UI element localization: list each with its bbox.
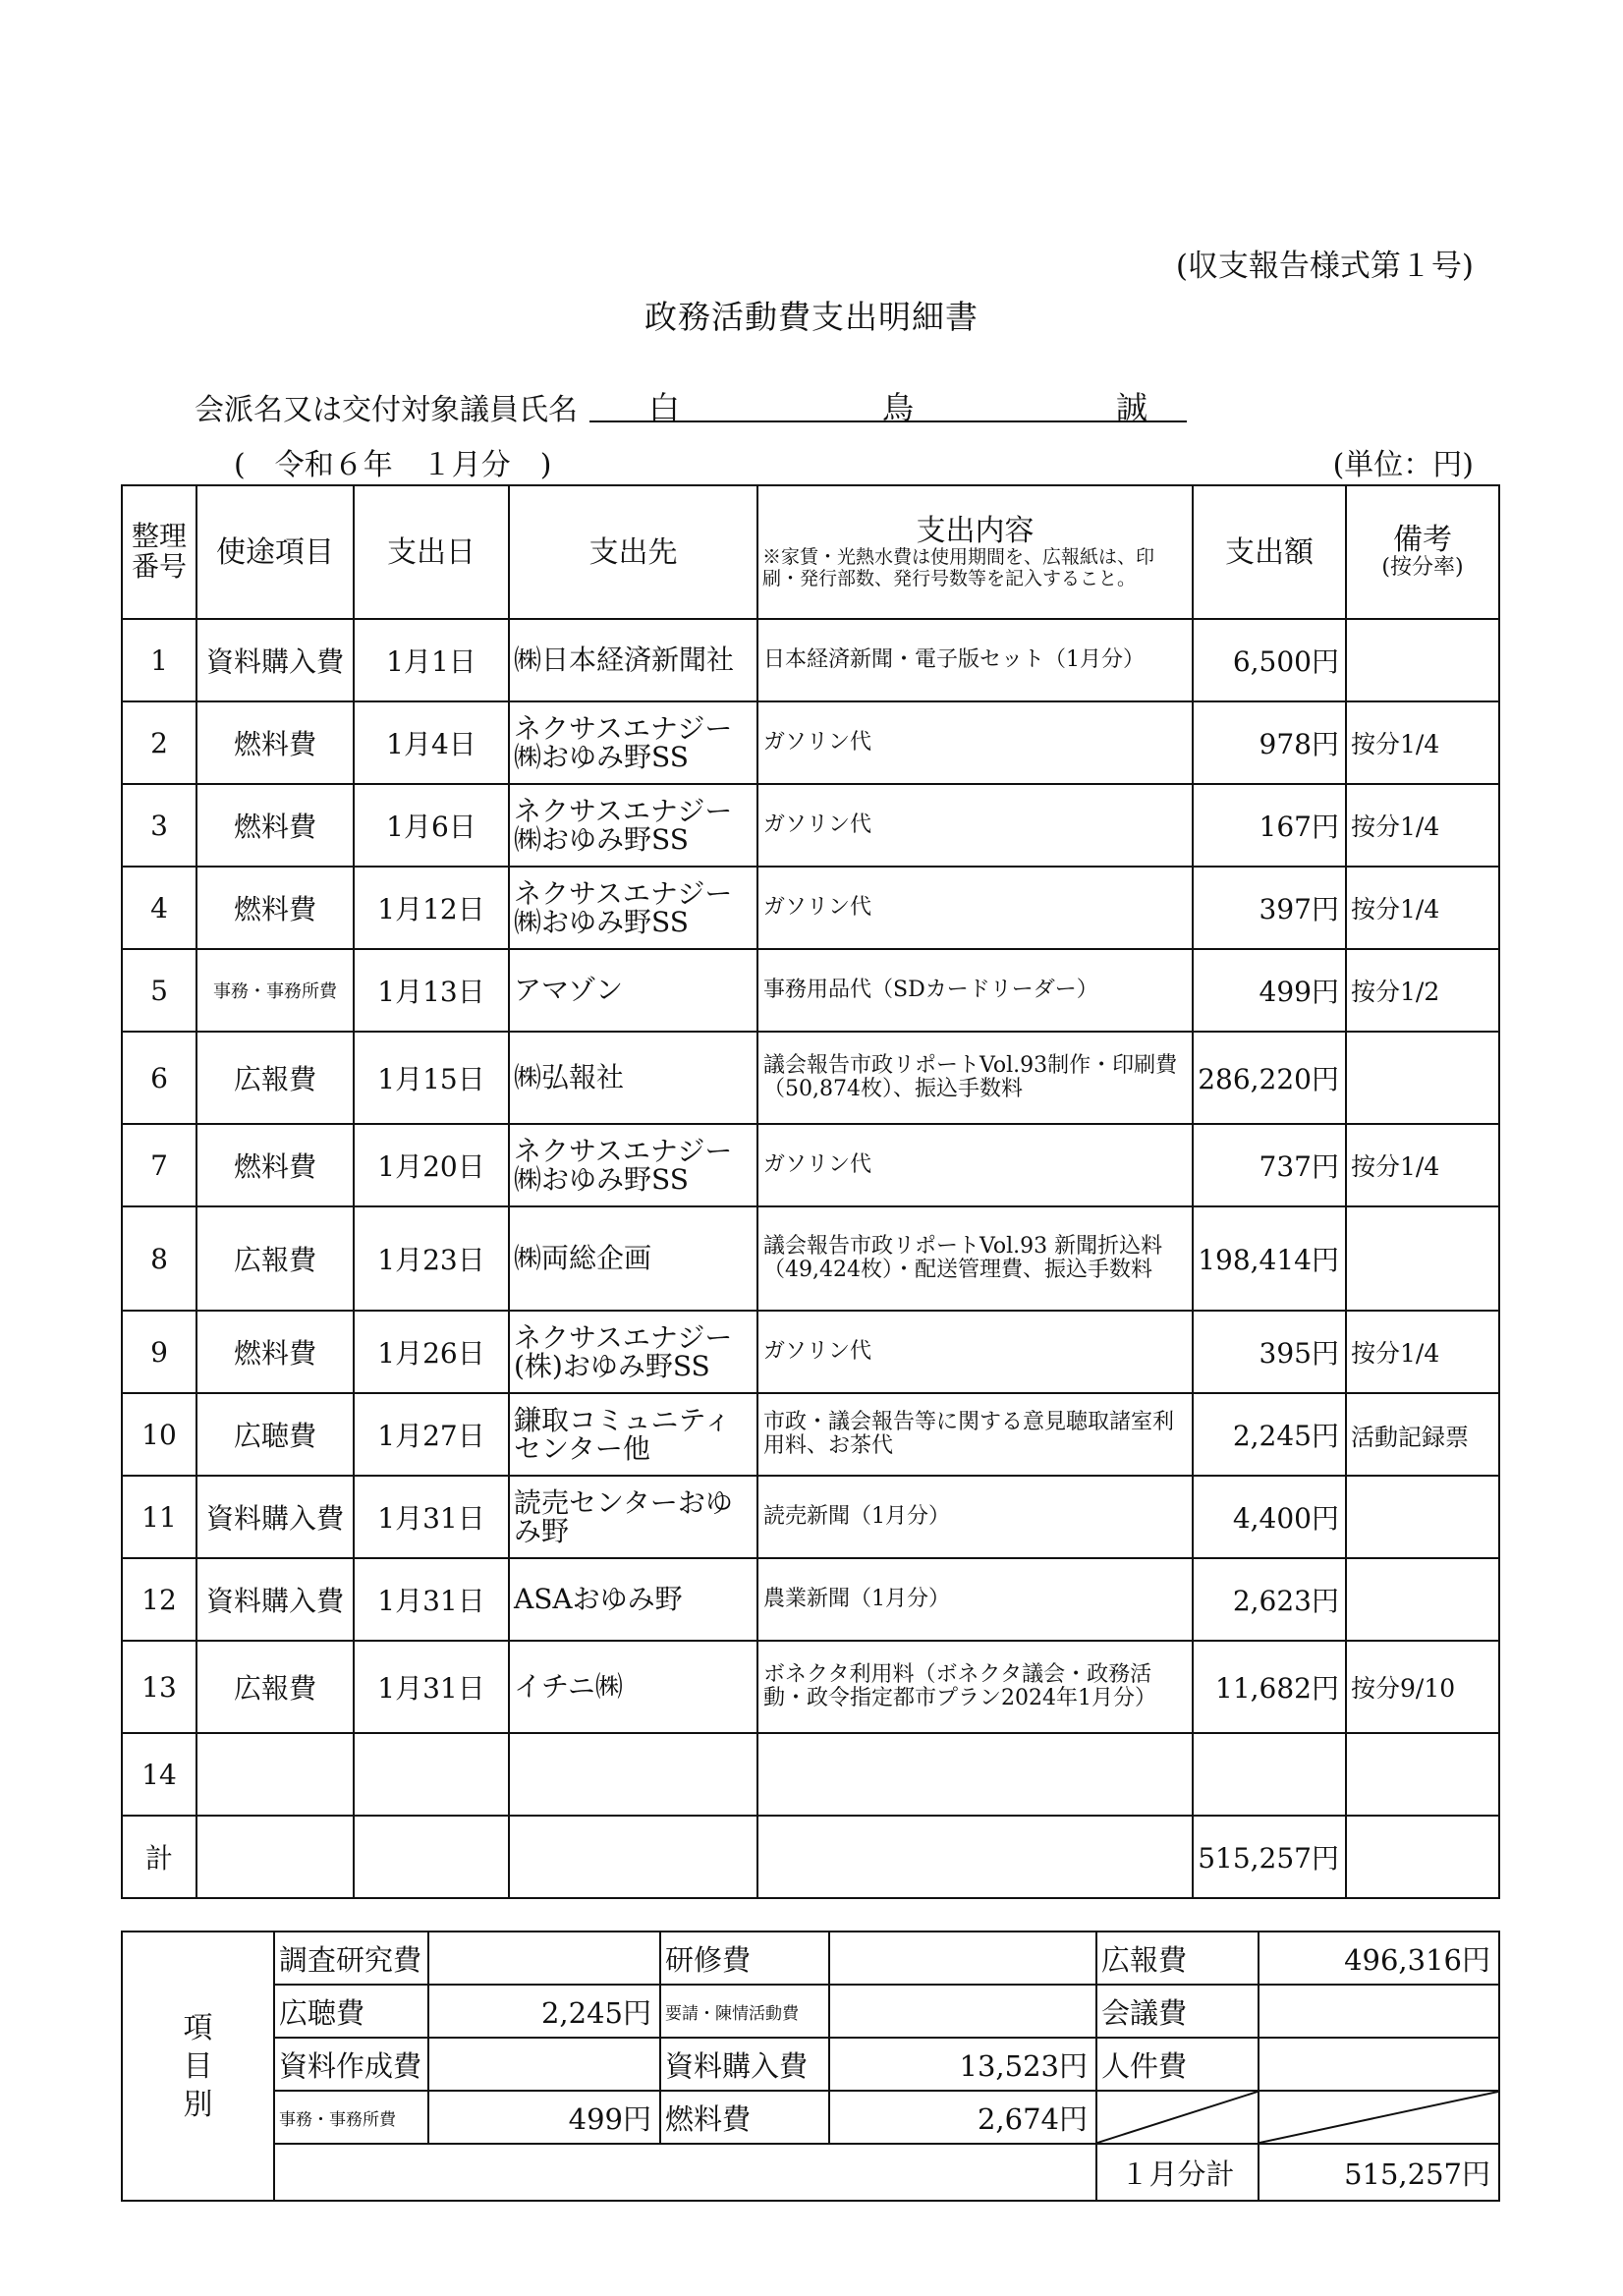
cell-date: 1月31日 [354, 1641, 509, 1733]
table-row [122, 1733, 1499, 1816]
diagonal-line [1259, 2092, 1498, 2143]
summary-pr-value: 496,316円 [1259, 1932, 1499, 1985]
cell-amount: 397円 [1193, 867, 1346, 949]
header-content-title: 支出内容 [916, 513, 1035, 548]
summary-training-label: 研修費 [660, 1932, 829, 1985]
cell-date: 1月31日 [354, 1476, 509, 1558]
summary-material-value [428, 2038, 660, 2091]
cell-date: 1月15日 [354, 1032, 509, 1124]
cell-payee: ASAおゆみ野 [509, 1558, 757, 1641]
cell-payee: ネクサスエナジー㈱おゆみ野SS [509, 784, 757, 867]
cell-content [757, 1733, 1193, 1816]
side-char: 別 [183, 2087, 213, 2122]
member-label: 会派名又は交付対象議員氏名 [195, 393, 578, 427]
member-name-part: 白 [648, 389, 681, 426]
member-name-underline [589, 420, 1187, 422]
cell-date: 1月23日 [354, 1206, 509, 1311]
summary-hearing-label: 広聴費 [274, 1985, 428, 2038]
summary-pr-label: 広報費 [1096, 1932, 1259, 1985]
cell-date: 1月12日 [354, 867, 509, 949]
cell-category: 燃料費 [196, 701, 354, 784]
table-row [122, 949, 1499, 1032]
cell-payee: ㈱両総企画 [509, 1206, 757, 1311]
member-name-part: 鳥 [881, 389, 914, 426]
table-row [122, 1476, 1499, 1558]
cell-amount: 4,400円 [1193, 1476, 1346, 1558]
header-content-note: ※家賃・光熱水費は使用期間を、広報紙は、印刷・発行部数、発行号数等を記入すること。 [762, 545, 1155, 589]
total-empty-cell [196, 1816, 354, 1898]
cell-no: 12 [122, 1558, 196, 1641]
cell-content: 議会報告市政リポートVol.93制作・印刷費（50,874枚）、振込手数料 [757, 1032, 1193, 1124]
cell-category: 事務・事務所費 [196, 949, 354, 1032]
cell-remarks [1346, 619, 1499, 701]
cell-amount: 737円 [1193, 1124, 1346, 1206]
cell-category: 燃料費 [196, 867, 354, 949]
cell-category: 資料購入費 [196, 619, 354, 701]
summary-blank-slash [1259, 2091, 1499, 2144]
header-date: 支出日 [354, 485, 509, 619]
summary-personnel-label: 人件費 [1096, 2038, 1259, 2091]
summary-petition-value [829, 1985, 1096, 2038]
cell-content: ガソリン代 [757, 784, 1193, 867]
cell-category: 燃料費 [196, 784, 354, 867]
cell-remarks [1346, 1733, 1499, 1816]
summary-material-label: 資料作成費 [274, 2038, 428, 2091]
summary-row [122, 2144, 1499, 2201]
period: ( 令和６年 １月分 ) [234, 448, 552, 482]
total-amount: 515,257円 [1193, 1816, 1346, 1898]
cell-category: 燃料費 [196, 1311, 354, 1393]
cell-content: 議会報告市政リポートVol.93 新聞折込料（49,424枚）・配送管理費、振込手数料 [757, 1206, 1193, 1311]
cell-content: ガソリン代 [757, 1311, 1193, 1393]
cell-date: 1月26日 [354, 1311, 509, 1393]
cell-payee: イチニ㈱ [509, 1641, 757, 1733]
cell-amount: 978円 [1193, 701, 1346, 784]
table-row [122, 701, 1499, 784]
summary-meeting-label: 会議費 [1096, 1985, 1259, 2038]
cell-remarks: 按分1/4 [1346, 701, 1499, 784]
summary-training-value [829, 1932, 1096, 1985]
header-no: 整理番号 [122, 485, 196, 619]
summary-side-label [122, 1932, 274, 2201]
category-summary-table [121, 1931, 1500, 2202]
cell-no: 7 [122, 1124, 196, 1206]
summary-month-total-value: 515,257円 [1259, 2144, 1499, 2201]
cell-category [196, 1733, 354, 1816]
cell-amount: 2,245円 [1193, 1393, 1346, 1476]
table-row [122, 1393, 1499, 1476]
header-remarks-title: 備考 [1393, 523, 1452, 558]
cell-remarks: 按分9/10 [1346, 1641, 1499, 1733]
cell-payee: ㈱日本経済新聞社 [509, 619, 757, 701]
cell-date: 1月1日 [354, 619, 509, 701]
cell-date [354, 1733, 509, 1816]
cell-remarks: 按分1/4 [1346, 867, 1499, 949]
cell-no: 6 [122, 1032, 196, 1124]
cell-remarks: 按分1/4 [1346, 1311, 1499, 1393]
cell-payee: ネクサスエナジー㈱おゆみ野SS [509, 701, 757, 784]
cell-no: 4 [122, 867, 196, 949]
header-category: 使途項目 [196, 485, 354, 619]
table-row [122, 619, 1499, 701]
cell-content: ガソリン代 [757, 701, 1193, 784]
summary-office-value: 499円 [428, 2091, 660, 2144]
total-empty-cell [757, 1816, 1193, 1898]
summary-fuel-label: 燃料費 [660, 2091, 829, 2144]
cell-category: 資料購入費 [196, 1476, 354, 1558]
summary-blank-slash [1096, 2091, 1259, 2144]
expense-table [121, 484, 1500, 1899]
cell-date: 1月20日 [354, 1124, 509, 1206]
total-row [122, 1816, 1499, 1898]
cell-payee: ネクサスエナジー㈱おゆみ野SS [509, 1124, 757, 1206]
total-empty-cell [1346, 1816, 1499, 1898]
total-empty-cell [354, 1816, 509, 1898]
cell-date: 1月31日 [354, 1558, 509, 1641]
cell-content: ガソリン代 [757, 1124, 1193, 1206]
cell-remarks [1346, 1032, 1499, 1124]
summary-hearing-value: 2,245円 [428, 1985, 660, 2038]
table-row [122, 1124, 1499, 1206]
cell-no: 9 [122, 1311, 196, 1393]
cell-remarks: 活動記録票 [1346, 1393, 1499, 1476]
cell-amount: 6,500円 [1193, 619, 1346, 701]
cell-payee [509, 1733, 757, 1816]
table-row [122, 867, 1499, 949]
cell-amount: 167円 [1193, 784, 1346, 867]
summary-month-total-label: １月分計 [1096, 2144, 1259, 2201]
cell-amount: 11,682円 [1193, 1641, 1346, 1733]
cell-amount: 286,220円 [1193, 1032, 1346, 1124]
cell-remarks [1346, 1206, 1499, 1311]
cell-category: 広報費 [196, 1641, 354, 1733]
header-content [757, 485, 1193, 619]
cell-amount [1193, 1733, 1346, 1816]
header-remarks-sub: (按分率) [1381, 555, 1464, 581]
cell-payee: 鎌取コミュニティセンター他 [509, 1393, 757, 1476]
summary-personnel-value [1259, 2038, 1499, 2091]
cell-no: 8 [122, 1206, 196, 1311]
cell-content: 市政・議会報告等に関する意見聴取諸室利用料、お茶代 [757, 1393, 1193, 1476]
diagonal-line [1097, 2092, 1258, 2143]
cell-category: 燃料費 [196, 1124, 354, 1206]
cell-content: 農業新聞（1月分） [757, 1558, 1193, 1641]
table-header-row [122, 485, 1499, 619]
table-row [122, 1032, 1499, 1124]
summary-row [122, 1985, 1499, 2038]
cell-content: ボネクタ利用料（ボネクタ議会・政務活動・政令指定都市プラン2024年1月分） [757, 1641, 1193, 1733]
cell-payee: ネクサスエナジー(株)おゆみ野SS [509, 1311, 757, 1393]
cell-date: 1月27日 [354, 1393, 509, 1476]
cell-amount: 499円 [1193, 949, 1346, 1032]
total-empty-cell [509, 1816, 757, 1898]
cell-date: 1月13日 [354, 949, 509, 1032]
document-title: 政務活動費支出明細書 [644, 298, 979, 336]
cell-no: 1 [122, 619, 196, 701]
summary-research-label: 調査研究費 [274, 1932, 428, 1985]
cell-payee: ㈱弘報社 [509, 1032, 757, 1124]
cell-remarks: 按分1/4 [1346, 784, 1499, 867]
cell-amount: 395円 [1193, 1311, 1346, 1393]
cell-no: 5 [122, 949, 196, 1032]
summary-row [122, 1932, 1499, 1985]
summary-empty-cell [274, 2144, 1096, 2201]
cell-no: 14 [122, 1733, 196, 1816]
summary-purchase-value: 13,523円 [829, 2038, 1096, 2091]
summary-fuel-value: 2,674円 [829, 2091, 1096, 2144]
cell-content: 事務用品代（SDカードリーダー） [757, 949, 1193, 1032]
side-char: 項 [183, 2010, 213, 2045]
header-remarks [1346, 485, 1499, 619]
total-label: 計 [122, 1816, 196, 1898]
cell-content: 日本経済新聞・電子版セット（1月分） [757, 619, 1193, 701]
cell-category: 資料購入費 [196, 1558, 354, 1641]
cell-category: 広報費 [196, 1206, 354, 1311]
summary-office-label: 事務・事務所費 [274, 2091, 428, 2144]
cell-no: 3 [122, 784, 196, 867]
cell-date: 1月6日 [354, 784, 509, 867]
table-row [122, 1311, 1499, 1393]
table-row [122, 1641, 1499, 1733]
header-amount: 支出額 [1193, 485, 1346, 619]
cell-content: 読売新聞（1月分） [757, 1476, 1193, 1558]
cell-remarks [1346, 1558, 1499, 1641]
cell-remarks: 按分1/4 [1346, 1124, 1499, 1206]
cell-no: 2 [122, 701, 196, 784]
table-row [122, 1206, 1499, 1311]
cell-no: 10 [122, 1393, 196, 1476]
header-payee: 支出先 [509, 485, 757, 619]
table-row [122, 1558, 1499, 1641]
cell-payee: アマゾン [509, 949, 757, 1032]
cell-payee: 読売センターおゆみ野 [509, 1476, 757, 1558]
table-row [122, 784, 1499, 867]
cell-amount: 2,623円 [1193, 1558, 1346, 1641]
form-number: (収支報告様式第１号) [1175, 249, 1474, 284]
summary-petition-label: 要請・陳情活動費 [660, 1985, 829, 2038]
summary-row [122, 2038, 1499, 2091]
summary-meeting-value [1259, 1985, 1499, 2038]
cell-no: 11 [122, 1476, 196, 1558]
member-name-part: 誠 [1115, 389, 1147, 426]
cell-remarks: 按分1/2 [1346, 949, 1499, 1032]
cell-remarks [1346, 1476, 1499, 1558]
side-char: 目 [183, 2048, 213, 2084]
cell-date: 1月4日 [354, 701, 509, 784]
cell-payee: ネクサスエナジー㈱おゆみ野SS [509, 867, 757, 949]
cell-no: 13 [122, 1641, 196, 1733]
cell-category: 広聴費 [196, 1393, 354, 1476]
cell-amount: 198,414円 [1193, 1206, 1346, 1311]
cell-category: 広報費 [196, 1032, 354, 1124]
summary-row [122, 2091, 1499, 2144]
summary-research-value [428, 1932, 660, 1985]
summary-purchase-label: 資料購入費 [660, 2038, 829, 2091]
cell-content: ガソリン代 [757, 867, 1193, 949]
unit-label: (単位：円) [1332, 448, 1474, 482]
